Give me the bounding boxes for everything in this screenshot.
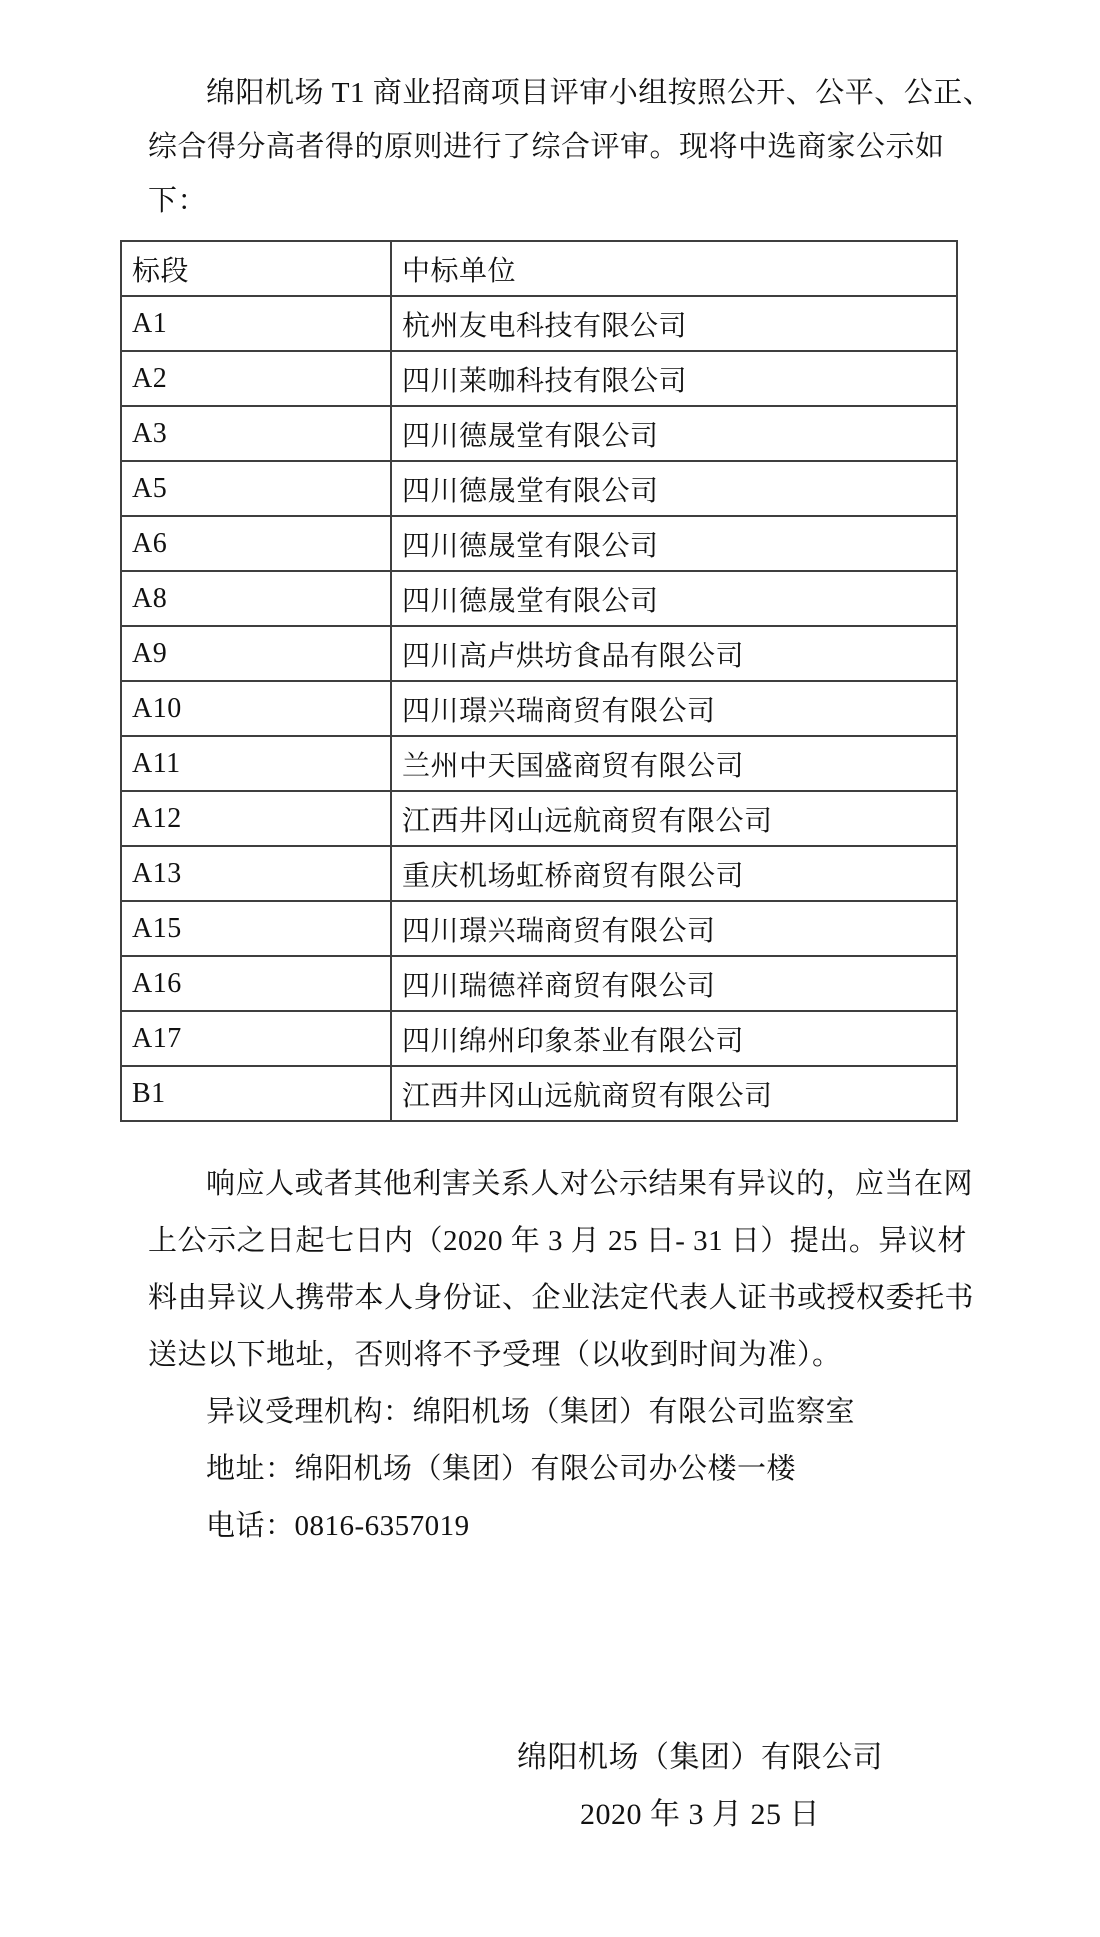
objection-line-2: 上公示之日起七日内（2020 年 3 月 25 日- 31 日）提出。异议材 — [148, 1225, 967, 1257]
table-row — [121, 681, 957, 736]
lot-cell: A8 — [121, 571, 391, 626]
intro-line-2: 综合得分高者得的原则进行了综合评审。现将中选商家公示如 — [148, 131, 945, 163]
objection-address: 地址：绵阳机场（集团）有限公司办公楼一楼 — [206, 1453, 797, 1485]
winner-cell: 江西井冈山远航商贸有限公司 — [391, 791, 957, 846]
lot-cell: A13 — [121, 846, 391, 901]
signature-company: 绵阳机场（集团）有限公司 — [517, 1741, 883, 1774]
objection-phone: 电话：0816-6357019 — [206, 1510, 470, 1542]
table-row — [121, 791, 957, 846]
winner-column-header: 中标单位 — [391, 241, 957, 296]
table-row — [121, 901, 957, 956]
winner-cell: 杭州友电科技有限公司 — [391, 296, 957, 351]
lot-cell: A6 — [121, 516, 391, 571]
lot-cell: A16 — [121, 956, 391, 1011]
lot-cell: B1 — [121, 1066, 391, 1121]
winner-cell: 重庆机场虹桥商贸有限公司 — [391, 846, 957, 901]
intro-line-1: 绵阳机场 T1 商业招商项目评审小组按照公开、公平、公正、 — [206, 77, 993, 109]
table-row — [121, 1011, 957, 1066]
lot-cell: A10 — [121, 681, 391, 736]
winner-cell: 四川瑞德祥商贸有限公司 — [391, 956, 957, 1011]
lot-cell: A5 — [121, 461, 391, 516]
objection-agency: 异议受理机构：绵阳机场（集团）有限公司监察室 — [206, 1396, 856, 1428]
table-row — [121, 296, 957, 351]
lot-cell: A3 — [121, 406, 391, 461]
objection-line-3: 料由异议人携带本人身份证、企业法定代表人证书或授权委托书 — [148, 1282, 975, 1314]
winner-cell: 四川德晟堂有限公司 — [391, 461, 957, 516]
winners-table — [120, 240, 958, 1122]
winner-cell: 四川绵州印象茶业有限公司 — [391, 1011, 957, 1066]
lot-cell: A17 — [121, 1011, 391, 1066]
lot-column-header: 标段 — [121, 241, 391, 296]
table-row — [121, 461, 957, 516]
table-row — [121, 736, 957, 791]
signature-block — [300, 1729, 1100, 1843]
contact-block — [148, 1384, 990, 1555]
lot-cell: A11 — [121, 736, 391, 791]
winner-cell: 江西井冈山远航商贸有限公司 — [391, 1066, 957, 1121]
table-row — [121, 1066, 957, 1121]
lot-cell: A1 — [121, 296, 391, 351]
table-row — [121, 406, 957, 461]
lot-cell: A9 — [121, 626, 391, 681]
winner-cell: 兰州中天国盛商贸有限公司 — [391, 736, 957, 791]
winner-cell: 四川高卢烘坊食品有限公司 — [391, 626, 957, 681]
winner-cell: 四川璟兴瑞商贸有限公司 — [391, 681, 957, 736]
winner-cell: 四川璟兴瑞商贸有限公司 — [391, 901, 957, 956]
table-row — [121, 956, 957, 1011]
objection-line-4: 送达以下地址，否则将不予受理（以收到时间为准）。 — [148, 1339, 842, 1371]
signature-date: 2020 年 3 月 25 日 — [580, 1798, 820, 1831]
table-header-row — [121, 241, 957, 296]
intro-line-3: 下： — [148, 185, 208, 217]
table-row — [121, 846, 957, 901]
intro-paragraph — [148, 66, 993, 228]
lot-cell: A12 — [121, 791, 391, 846]
winner-cell: 四川德晟堂有限公司 — [391, 571, 957, 626]
table-row — [121, 571, 957, 626]
table-row — [121, 516, 957, 571]
table-row — [121, 626, 957, 681]
objection-line-1: 响应人或者其他利害关系人对公示结果有异议的，应当在网 — [206, 1168, 974, 1200]
lot-cell: A2 — [121, 351, 391, 406]
objection-paragraph — [148, 1156, 990, 1384]
winner-cell: 四川德晟堂有限公司 — [391, 516, 957, 571]
winner-cell: 四川德晟堂有限公司 — [391, 406, 957, 461]
table-row — [121, 351, 957, 406]
winner-cell: 四川莱咖科技有限公司 — [391, 351, 957, 406]
lot-cell: A15 — [121, 901, 391, 956]
